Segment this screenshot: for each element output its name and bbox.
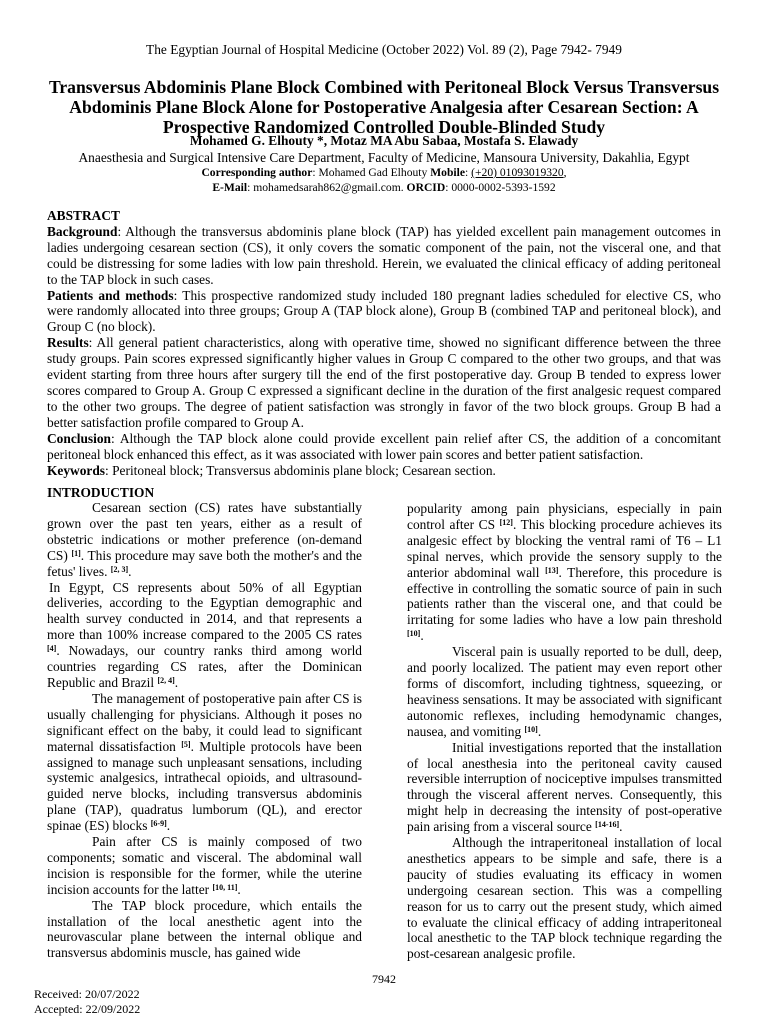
abstract-heading: ABSTRACT (47, 208, 120, 223)
intro-paragraph-4: Pain after CS is mainly composed of two components; somatic and visceral. The abdominal wall incision is responsible for the former, while the uterine incision accounts for the latter [10, 11]. (47, 834, 362, 897)
abstract-section (47, 208, 721, 478)
paper-title: Transversus Abdominis Plane Block Combined with Peritoneal Block Versus Transversus Abdominis Plane Block Alone for Postoperative Analgesia after Cesarean Section: A Prospective Randomized Controlled Double-Blinded Study (48, 77, 720, 137)
citation: [6-9] (150, 819, 167, 829)
conclusion-label: Conclusion (47, 430, 111, 446)
abstract-background (47, 224, 721, 288)
citation: [1] (71, 548, 81, 558)
corresponding-author-line (0, 166, 768, 179)
citation: [2, 4] (157, 675, 175, 685)
citation: [10] (524, 724, 538, 734)
citation: [2, 3] (110, 564, 129, 574)
accepted-date: Accepted: 22/09/2022 (34, 1002, 141, 1016)
citation: [12] (499, 517, 513, 527)
orcid-label: ORCID (406, 181, 446, 194)
citation: [5] (181, 739, 191, 749)
citation: [14-16] (595, 820, 620, 830)
page-number: 7942 (372, 972, 396, 986)
intro-paragraph-7: Visceral pain is usually reported to be dull, deep, and poorly localized. The patient may even report other forms of discomfort, including tightness, squeezing, or heaviness sensations. It may be associated with significant autonomic reflexes, including hemodynamic changes, nausea, and vomiting [10]. (407, 644, 722, 739)
keywords-text: : Peritoneal block; Transversus abdominis plane block; Cesarean section. (105, 462, 496, 478)
author-list: Mohamed G. Elhouty *, Motaz MA Abu Sabaa, Mostafa S. Elawady (189, 133, 579, 148)
corresponding-author-label: Corresponding author (201, 166, 313, 179)
abstract-conclusion (47, 431, 721, 463)
abstract-patients-methods (47, 288, 721, 336)
citation: [10, 11] (212, 882, 238, 892)
mobile-end: , (563, 166, 567, 179)
email-label: E-Mail (212, 181, 248, 194)
email-orcid-line (0, 181, 768, 194)
citation: [4] (47, 644, 57, 654)
patients-methods-text: : This prospective randomized study included 180 pregnant ladies scheduled for elective CS, who were randomly allocated into three groups; Group A (TAP block alone), Group B (combined TAP and peritoneal block), and Group C (no block). (47, 287, 721, 335)
keywords-label: Keywords (47, 462, 106, 478)
intro-paragraph-8: Initial investigations reported that the installation of local anesthesia into the peritoneal cavity caused reversible interruption of nociceptive impulses transmitted through the visceral afferent nerves. Consequently, this might help in decreasing the intensity of post-operative pain arising from a visceral source [14-16]. (407, 739, 722, 835)
introduction-heading: INTRODUCTION (47, 485, 155, 500)
mobile-separator: : (465, 166, 472, 179)
abstract-keywords (47, 463, 721, 479)
patients-methods-label: Patients and methods (47, 287, 174, 303)
results-label: Results (47, 335, 89, 351)
mobile-number: (+20) 01093019320 (471, 166, 564, 179)
corresponding-author-name: : Mohamed Gad Elhouty (312, 166, 428, 179)
journal-header: The Egyptian Journal of Hospital Medicine (October 2022) Vol. 89 (2), Page 7942- 7949 (146, 42, 622, 57)
orcid-value: : 0000-0002-5393-1592 (445, 181, 556, 194)
intro-paragraph-6: popularity among pain physicians, especially in pain control after CS [12]. This blocking procedure achieves its analgesic effect by blocking the ventral rami of T6 – L1 spinal nerves, which provide the sensory supply to the anterior abdominal wall [13]. Therefore, this procedure is effective in controlling the somatic source of pain in such patients rather than the visceral one, and that could be irritating for some ladies who have a low pain threshold [10]. (407, 501, 722, 644)
intro-paragraph-9: Although the intraperitoneal installation of local anesthetics appears to be simple and safe, there is a paucity of studies evaluating its efficacy in women undergoing cesarean section. This was a compelling reason for us to carry out the present study, which aimed to evaluate the clinical efficacy of adding intraperitoneal local anesthetic to the TAP block technique regarding the post-cesarean analgesic profile. (407, 835, 722, 962)
email-value: : mohamedsarah862@gmail.com. (247, 181, 407, 194)
submission-dates (34, 987, 140, 1017)
background-label: Background (47, 223, 118, 239)
citation: [10] (407, 629, 421, 639)
background-text: : Although the transversus abdominis plane block (TAP) has yielded excellent pain management outcomes in ladies undergoing cesarean section (CS), it only covers the somatic component of the pain, not the visceral one, and that could be distressing for some ladies with low pain threshold. Herein, we evaluated the clinical efficacy of adding peritoneal to the TAP block in such cases. (47, 223, 721, 287)
mobile-label: Mobile (430, 166, 465, 179)
intro-paragraph-2: In Egypt, CS represents about 50% of all Egyptian deliveries, according to the Egyptian demographic and health survey conducted in 2014, and that represents a more than 100% increase compared to the 2005 CS rates [4]. Nowadays, our country ranks third among world countries regarding CS rates, after the Dominican Republic and Brazil [2, 4]. (47, 579, 362, 690)
conclusion-text: : Although the TAP block alone could provide excellent pain relief after CS, the addition of a concomitant peritoneal block enhanced this effect, as it was associated with lower pain scores and better patient satisfaction. (47, 430, 721, 462)
intro-column-right (407, 501, 722, 962)
results-text: : All general patient characteristics, along with operative time, showed no significant difference between the three study groups. Pain scores expressed significantly higher values in Group C compared to the other two groups, and that was evident starting from three hours after surgery till the end of the first postoperative day. Group B tended to express lower scores compared to Group A. Group C expressed a significant decline in the duration of the first analgesic request compared to the other two groups. The degree of patient satisfaction was strongly in favor of the two block groups. Group B had a better satisfaction profile compared to Group A. (47, 335, 721, 430)
affiliation: Anaesthesia and Surgical Intensive Care Department, Faculty of Medicine, Mansoura University, Dakahlia, Egypt (78, 150, 690, 165)
received-date: Received: 20/07/2022 (34, 987, 140, 1001)
citation: [13] (545, 565, 559, 575)
intro-column-left (47, 500, 362, 961)
intro-paragraph-1: Cesarean section (CS) rates have substantially grown over the past ten years, either as a result of obstetric indications or mother preference (on-demand CS) [1]. This procedure may save both the mother's and the fetus' lives. [2, 3]. (47, 500, 362, 579)
abstract-results (47, 335, 721, 430)
intro-paragraph-3: The management of postoperative pain after CS is usually challenging for physicians. Although it poses no significant effect on the baby, it could lead to significant maternal dissatisfaction [5]. Multiple protocols have been assigned to manage such unpleasant sensations, including systemic analgesics, intrathecal opioids, and ultrasound-guided nerve blocks, including transversus abdominis plane (TAP), quadratus lumborum (QL), and erector spinae (ES) blocks [6-9]. (47, 690, 362, 834)
intro-paragraph-5: The TAP block procedure, which entails the installation of the local anesthetic agent into the neurovascular plane between the internal oblique and transversus abdominis muscle, has gained wide (47, 897, 362, 961)
